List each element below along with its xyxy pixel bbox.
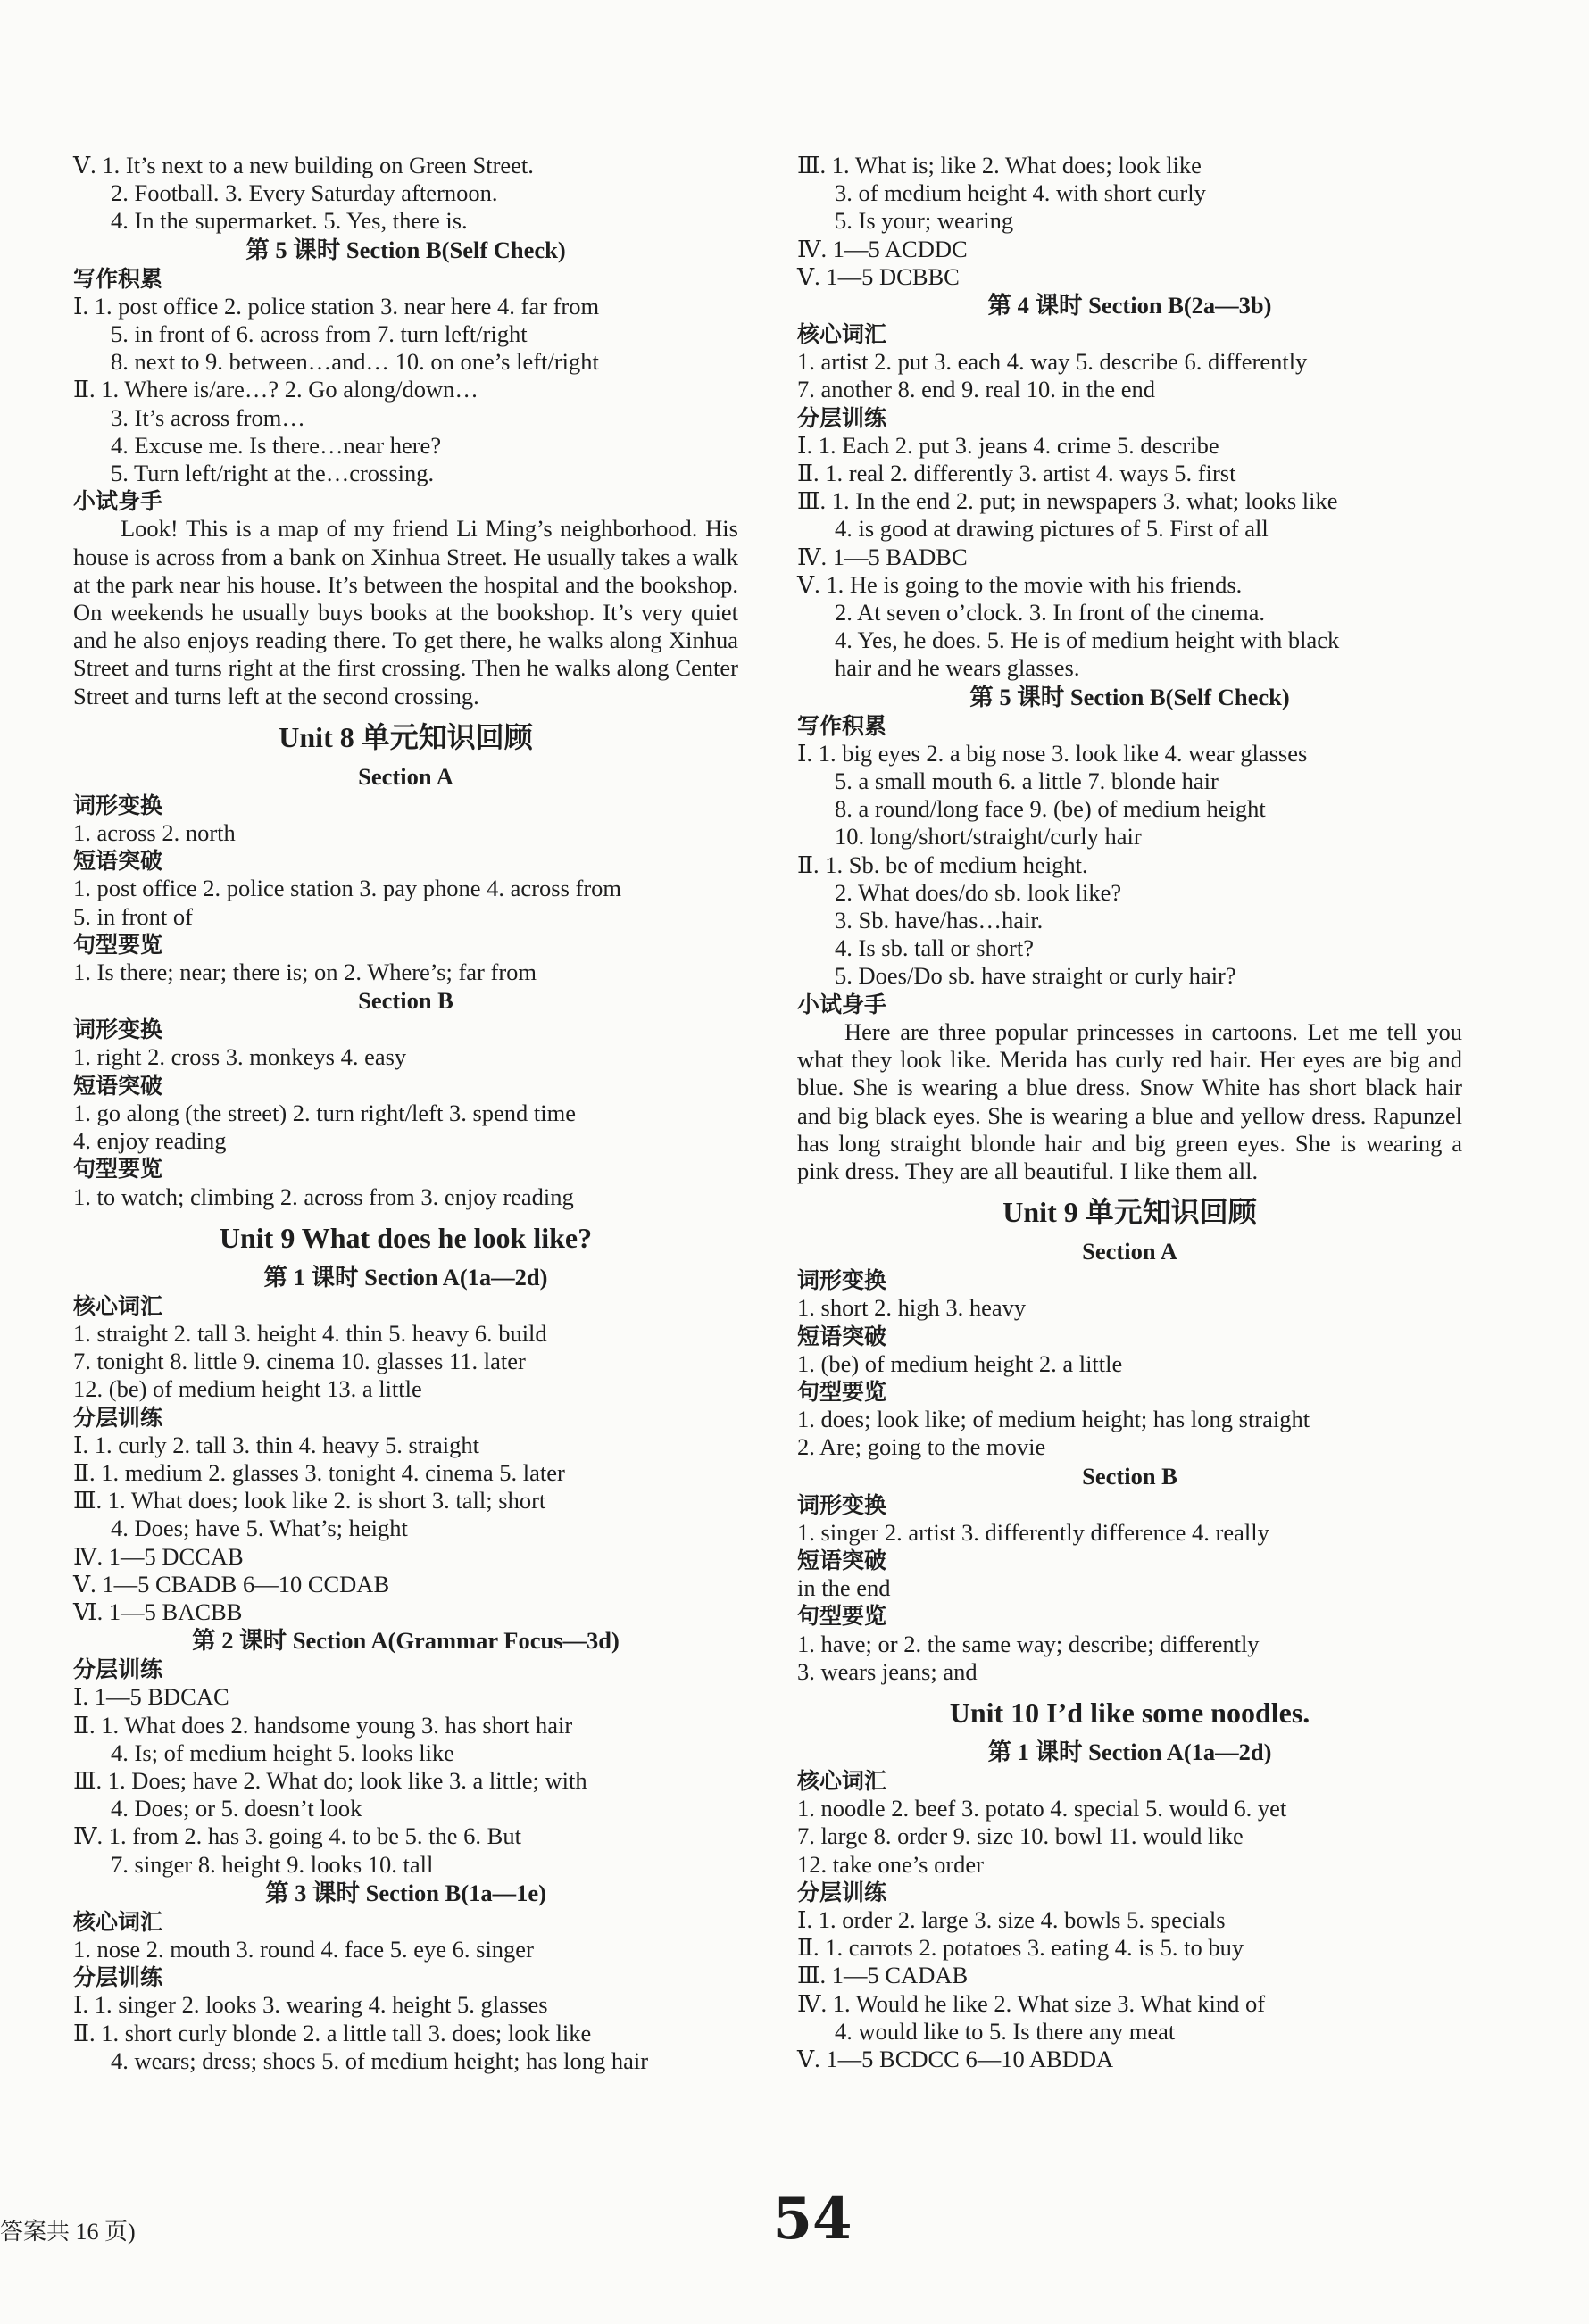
answer-line: 4. wears; dress; shoes 5. of medium height; has long hair [111, 2046, 649, 2074]
answer-line: Ⅳ. 1. Would he like 2. What size 3. What kind of [797, 1989, 1266, 2017]
answer-line: Ⅵ. 1—5 BACBB [73, 1598, 243, 1625]
answer-line: 1. noodle 2. beef 3. potato 4. special 5. would 6. yet [797, 1795, 1287, 1822]
answer-line: 7. another 8. end 9. real 10. in the end [797, 376, 1156, 403]
answer-line: in the end [797, 1574, 891, 1602]
section-label: 分层训练 [73, 1964, 163, 1991]
sample-paragraph: Here are three popular princesses in cartoons. Let me tell you what they look like. Merida has curly red hair. Her eyes are big and blue. She is wearing a blue dress. Snow White has short black hair and big black eyes. She is wearing a blue and yellow dress. Rapunzel has long straight blonde hair and big green eyes. She is wearing a pink dress. They are all beautiful. I like them all. [797, 1017, 1462, 1184]
answer-line: 1. have; or 2. the same way; describe; differently [797, 1630, 1260, 1657]
answer-line: Ⅱ. 1. carrots 2. potatoes 3. eating 4. is 5. to buy [797, 1934, 1244, 1962]
answer-line: Ⅴ. 1—5 BCDCC 6—10 ABDDA [797, 2045, 1114, 2072]
section-label: 核心词汇 [797, 321, 887, 348]
section-label: 核心词汇 [797, 1767, 887, 1794]
section-label: 短语突破 [797, 1547, 887, 1573]
answer-line: 5. in front of 6. across from 7. turn left/right [111, 320, 528, 348]
section-label: 小试身手 [73, 488, 163, 515]
section-label: 核心词汇 [73, 1908, 163, 1935]
answer-line: Ⅱ. 1. medium 2. glasses 3. tonight 4. cinema 5. later [73, 1458, 565, 1486]
section-label: 核心词汇 [73, 1292, 163, 1319]
section-label: 句型要览 [73, 1156, 163, 1183]
answer-line: 5. Turn left/right at the…crossing. [111, 460, 435, 487]
answer-line: Ⅱ. 1. Where is/are…? 2. Go along/down… [73, 376, 478, 403]
section-label: 分层训练 [73, 1404, 163, 1431]
answer-line: 4. Does; or 5. doesn’t look [111, 1795, 362, 1822]
section-label: 词形变换 [73, 792, 163, 818]
answer-line: 5. in front of [73, 902, 193, 930]
answer-line: Ⅴ. 1—5 DCBBC [797, 262, 960, 290]
answer-line: Ⅳ. 1—5 BADBC [797, 543, 968, 570]
answer-line: Ⅰ. 1. order 2. large 3. size 4. bowls 5. specials [797, 1905, 1226, 1933]
answer-line: 5. Does/Do sb. have straight or curly hair? [835, 962, 1236, 990]
left-answer-column [73, 152, 738, 2075]
answer-line: Ⅳ. 1. from 2. has 3. going 4. to be 5. the 6. But [73, 1822, 521, 1850]
answer-line: 12. (be) of medium height 13. a little [73, 1375, 422, 1403]
answer-line: 1. does; look like; of medium height; has long straight [797, 1406, 1310, 1433]
answer-line: hair and he wears glasses. [835, 654, 1080, 682]
right-answer-column [797, 152, 1462, 2073]
unit-title: Unit 10 I’d like some noodles. [949, 1696, 1310, 1729]
answer-line: 7. tonight 8. little 9. cinema 10. glasses 11. later [73, 1348, 526, 1375]
section-label: 句型要览 [797, 1603, 887, 1630]
answer-line: 2. Are; going to the movie [797, 1433, 1046, 1461]
page-number: 54 [772, 2186, 853, 2253]
answer-line: 4. Excuse me. Is there…near here? [111, 431, 442, 459]
answer-line: 4. Yes, he does. 5. He is of medium height with black [835, 627, 1340, 654]
answer-line: Ⅲ. 1. What does; look like 2. is short 3. tall; short [73, 1487, 546, 1515]
answer-line: 4. In the supermarket. 5. Yes, there is. [111, 207, 468, 235]
answer-line: 1. go along (the street) 2. turn right/left 3. spend time [73, 1099, 576, 1126]
answer-line: 4. enjoy reading [73, 1127, 227, 1155]
lesson-heading: 第 3 课时 Section B(1a—1e) [264, 1879, 547, 1906]
answer-line: 1. to watch; climbing 2. across from 3. enjoy reading [73, 1183, 574, 1210]
answer-line: Ⅳ. 1—5 DCCAB [73, 1542, 244, 1570]
answer-line: 1. right 2. cross 3. monkeys 4. easy [73, 1043, 407, 1071]
section-label: 分层训练 [73, 1656, 163, 1683]
unit-title: Unit 8 单元知识回顾 [279, 720, 533, 753]
lesson-heading: 第 5 课时 Section B(Self Check) [245, 236, 566, 263]
answer-line: 3. wears jeans; and [797, 1657, 978, 1685]
lesson-heading: 第 1 课时 Section A(1a—2d) [263, 1263, 548, 1291]
answer-line: 1. short 2. high 3. heavy [797, 1294, 1027, 1322]
answer-line: Ⅲ. 1. In the end 2. put; in newspapers 3. what; looks like [797, 487, 1338, 515]
answer-line: 1. (be) of medium height 2. a little [797, 1349, 1123, 1377]
footer-note: 答案共 16 页) [0, 2219, 136, 2245]
answer-line: Ⅱ. 1. Sb. be of medium height. [797, 851, 1088, 878]
section-label: 短语突破 [73, 1072, 163, 1099]
lesson-heading: Section A [1082, 1238, 1177, 1266]
lesson-heading: Section B [1082, 1462, 1177, 1490]
answer-line: 1. Is there; near; there is; on 2. Where’s; far from [73, 959, 537, 986]
unit-title: Unit 9 单元知识回顾 [1002, 1196, 1257, 1229]
answer-line: Ⅲ. 1—5 CADAB [797, 1962, 969, 1989]
section-label: 词形变换 [73, 1017, 163, 1043]
section-label: 句型要览 [797, 1378, 887, 1405]
answer-line: 1. singer 2. artist 3. differently difference 4. really [797, 1518, 1269, 1546]
section-label: 短语突破 [797, 1323, 887, 1349]
answer-line: 12. take one’s order [797, 1850, 984, 1878]
answer-line: 4. is good at drawing pictures of 5. First of all [835, 515, 1269, 543]
answer-line: 5. Is your; wearing [835, 207, 1014, 235]
answer-line: Ⅰ. 1. Each 2. put 3. jeans 4. crime 5. describe [797, 431, 1219, 459]
lesson-heading: 第 4 课时 Section B(2a—3b) [987, 292, 1272, 320]
section-label: 分层训练 [797, 1879, 887, 1905]
answer-line: 4. Is sb. tall or short? [835, 934, 1035, 962]
section-label: 写作积累 [797, 712, 887, 739]
lesson-heading: 第 5 课时 Section B(Self Check) [969, 683, 1290, 710]
answer-line: 1. post office 2. police station 3. pay phone 4. across from [73, 875, 622, 902]
answer-line: 7. large 8. order 9. size 10. bowl 11. would like [797, 1822, 1244, 1850]
answer-line: Ⅲ. 1. What is; like 2. What does; look like [797, 152, 1202, 178]
answer-line: 1. artist 2. put 3. each 4. way 5. describe 6. differently [797, 348, 1308, 376]
section-label: 写作积累 [73, 265, 163, 292]
answer-line: 3. It’s across from… [111, 403, 305, 431]
answer-line: Ⅴ. 1. He is going to the movie with his friends. [797, 570, 1243, 598]
answer-line: 8. next to 9. between…and… 10. on one’s left/right [111, 348, 599, 376]
lesson-heading: Section B [358, 987, 453, 1015]
section-label: 分层训练 [797, 404, 887, 431]
lesson-heading: 第 2 课时 Section A(Grammar Focus—3d) [192, 1627, 620, 1655]
answer-line: Ⅱ. 1. real 2. differently 3. artist 4. ways 5. first [797, 460, 1236, 487]
answer-line: 1. across 2. north [73, 819, 236, 847]
answer-line: Ⅴ. 1—5 CBADB 6—10 CCDAB [73, 1570, 390, 1598]
section-label: 词形变换 [797, 1267, 887, 1294]
answer-line: 2. Football. 3. Every Saturday afternoon. [111, 179, 498, 207]
answer-line: Ⅳ. 1—5 ACDDC [797, 235, 968, 262]
answer-line: 4. Does; have 5. What’s; height [111, 1515, 408, 1542]
answer-line: Ⅰ. 1. post office 2. police station 3. near here 4. far from [73, 292, 600, 320]
answer-line: 8. a round/long face 9. (be) of medium height [835, 795, 1266, 823]
answer-line: 7. singer 8. height 9. looks 10. tall [111, 1850, 434, 1878]
answer-line: 2. What does/do sb. look like? [835, 878, 1122, 906]
answer-line: 2. At seven o’clock. 3. In front of the cinema. [835, 599, 1266, 627]
answer-line: Ⅴ. 1. It’s next to a new building on Green Street. [73, 152, 534, 178]
answer-line: Ⅰ. 1. curly 2. tall 3. thin 4. heavy 5. straight [73, 1431, 480, 1458]
answer-line: 1. straight 2. tall 3. height 4. thin 5. heavy 6. build [73, 1319, 547, 1347]
answer-line: Ⅱ. 1. short curly blonde 2. a little tall 3. does; look like [73, 2019, 592, 2046]
lesson-heading: 第 1 课时 Section A(1a—2d) [987, 1738, 1272, 1765]
answer-line: 3. of medium height 4. with short curly [835, 179, 1206, 207]
answer-line: 3. Sb. have/has…hair. [835, 907, 1044, 934]
lesson-heading: Section A [358, 762, 453, 790]
section-label: 句型要览 [73, 931, 163, 958]
answer-line: 10. long/short/straight/curly hair [835, 823, 1142, 851]
answer-line: 1. nose 2. mouth 3. round 4. face 5. eye 6. singer [73, 1935, 534, 1963]
answer-line: Ⅱ. 1. What does 2. handsome young 3. has short hair [73, 1711, 573, 1739]
unit-title: Unit 9 What does he look like? [219, 1221, 593, 1254]
answer-line: 4. Is; of medium height 5. looks like [111, 1739, 454, 1766]
section-label: 小试身手 [797, 991, 887, 1017]
answer-line: Ⅰ. 1—5 BDCAC [73, 1683, 229, 1711]
answer-line: 4. would like to 5. Is there any meat [835, 2017, 1176, 2045]
answer-line: Ⅰ. 1. big eyes 2. a big nose 3. look like 4. wear glasses [797, 739, 1308, 767]
section-label: 短语突破 [73, 848, 163, 875]
section-label: 词形变换 [797, 1491, 887, 1518]
answer-line: Ⅰ. 1. singer 2. looks 3. wearing 4. height 5. glasses [73, 1991, 548, 2019]
answer-line: 5. a small mouth 6. a little 7. blonde hair [835, 768, 1219, 795]
answer-line: Ⅲ. 1. Does; have 2. What do; look like 3. a little; with [73, 1766, 587, 1794]
sample-paragraph: Look! This is a map of my friend Li Ming’s neighborhood. His house is across from a bank on Xinhua Street. He usually takes a walk at the park near his house. It’s between the hospital and the bookshop. On weekends he usually buys books at the bookshop. It’s very quiet and he also enjoys reading there. To get there, he walks along Xinhua Street and turns right at the first crossing. Then he walks along Center Street and turns left at the second crossing. [73, 515, 738, 710]
